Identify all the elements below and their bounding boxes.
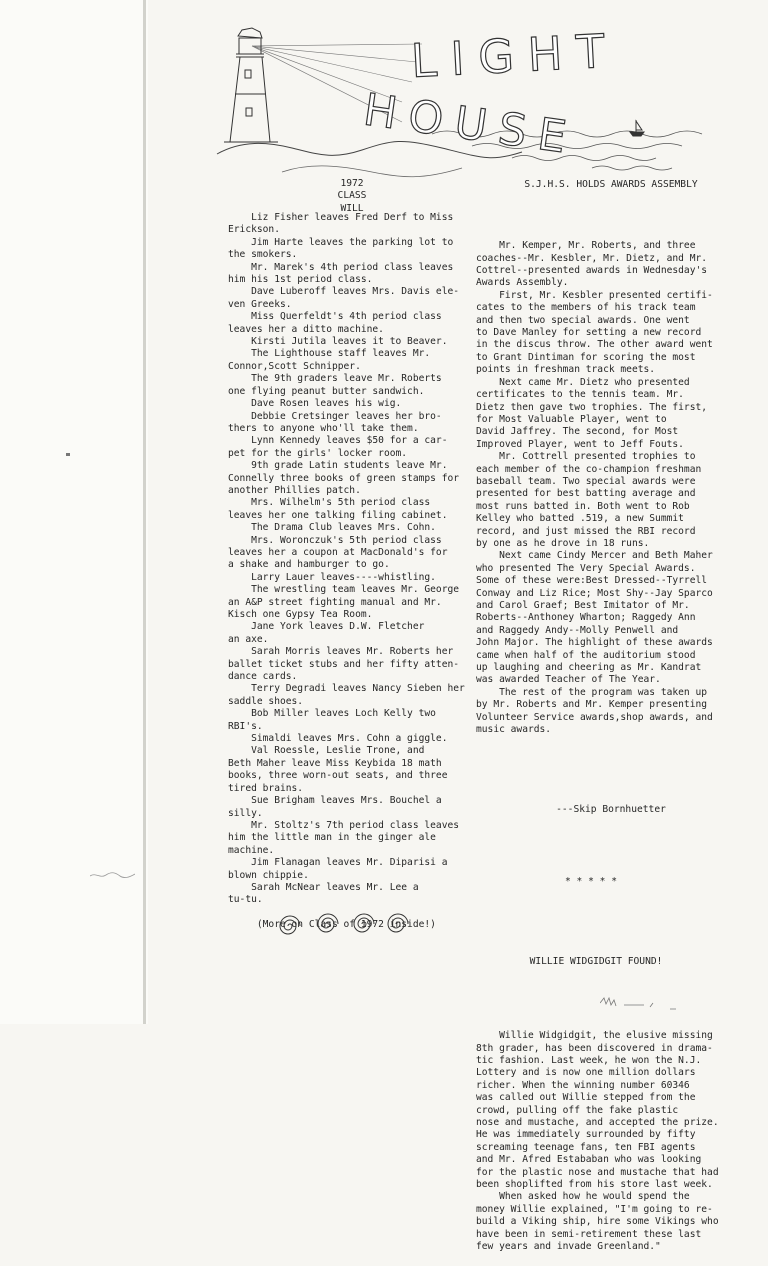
class-will-line: Debbie Cretsinger leaves her bro- [228,410,442,422]
awards-line: David Jaffrey. The second, for Most [476,426,679,438]
awards-headline: S.J.H.S. HOLDS AWARDS ASSEMBLY [524,179,698,190]
awards-line: certificates to the tennis team. Mr. [476,389,684,401]
awards-line: Dietz then gave two trophies. The first, [476,401,708,413]
awards-line: and Carol Graef; Best Imitator of Mr. [476,600,690,611]
class-will-line: Mrs. Wilhelm's 5th period class [228,497,431,509]
awards-line: Awards Assembly. [476,277,569,289]
awards-line: coaches--Mr. Kesbler, Mr. Dietz, and Mr. [476,252,708,264]
awards-line: and then two special awards. One went [476,314,690,326]
awards-line: music awards. [476,724,552,736]
willie-line: screaming teenage fans, ten FBI agents [476,1141,696,1153]
class-will-line: another Phillies patch. [228,484,361,496]
willie-headline: WILLIE WIDGIDGIT FOUND! [529,956,663,968]
class-will-line: Mr. Stoltz's 7th period class leaves [228,819,460,831]
awards-line: each member of the co-champion freshman [476,463,702,475]
awards-article-body [476,240,766,736]
class-will-column [228,212,483,932]
class-will-line: dance cards. [228,671,298,683]
class-will-line: Jim Flanagan leaves Mr. Diparisi a [228,857,448,869]
class-will-line: an A&P street fighting manual and Mr. [228,596,442,608]
awards-line: Volunteer Service awards,shop awards, and [476,711,713,723]
class-will-line: saddle shoes. [228,695,304,707]
class-will-line: The Lighthouse staff leaves Mr. [228,348,431,360]
willie-line: been shoplifted from his store last week. [476,1179,713,1191]
margin-speck [66,453,70,456]
class-will-line: the smokers. [228,249,298,261]
awards-line: points in freshman track meets. [476,364,656,376]
willie-line: tic fashion. Last week, he won the N.J. [476,1055,702,1066]
class-will-line: (More on Class of 1972 inside!) [228,919,436,931]
awards-line: Improved Player, went to Jeff Fouts. [476,438,684,450]
class-will-line: Val Roessle, Leslie Trone, and [228,745,425,757]
class-will-word-class: CLASS [337,190,367,202]
awards-byline: ---Skip Bornhuetter [556,804,666,816]
awards-line: Cottrel--presented awards in Wednesday's [476,265,708,277]
willie-line: was called out Willie stepped from the [476,1092,696,1104]
awards-line: Mr. Cottrell presented trophies to [476,451,696,463]
boat-icon [630,120,644,136]
class-will-line: tired brains. [228,782,304,794]
class-will-line: Terry Degradi leaves Nancy Sieben her [228,683,465,695]
willie-line: build a Viking ship, hire some Vikings who [476,1216,719,1228]
class-will-line: Sarah Morris leaves Mr. Roberts her [228,646,454,658]
spiral-icon [388,914,408,932]
willie-line: When asked how he would spend the [476,1191,690,1203]
awards-line: by Mr. Roberts and Mr. Kemper presenting [476,699,708,711]
willie-line: few years and invade Greenland." [476,1241,661,1253]
awards-line: record, and just missed the RBI record [476,525,696,537]
willie-article-body [476,1030,766,1253]
class-will-line: leaves her one talking filing cabinet. [228,509,448,521]
class-will-line: Lynn Kennedy leaves $50 for a car- [228,435,448,447]
class-will-heading [322,178,382,215]
class-will-line: Sue Brigham leaves Mrs. Bouchel a [228,795,442,807]
spiral-icon [318,914,338,932]
willie-line: Lottery and is now one million dollars [476,1067,696,1079]
spiral-icon [280,916,300,934]
willie-line: crowd, pulling off the fake plastic [476,1104,679,1116]
awards-line: for Most Valuable Player, went to [476,413,667,425]
margin-scribble [90,870,135,880]
willie-line: 8th grader, has been discovered in drama- [476,1042,713,1054]
class-will-line: Sarah McNear leaves Mr. Lee a [228,881,419,893]
awards-line: John Major. The highlight of these awards [476,637,713,649]
class-will-line: Jim Harte leaves the parking lot to [228,236,454,248]
masthead-illustration [212,22,712,187]
class-will-line: blown chippie. [228,869,309,881]
willie-line: Willie Widgidgit, the elusive missing [476,1030,713,1042]
awards-line: Conway and Liz Rice; Most Shy--Jay Sparco [476,587,713,599]
class-will-line: Kisch one Gypsy Tea Room. [228,609,373,620]
awards-line: and Raggedy Andy--Molly Penwell and [476,624,679,636]
awards-line: baseball team. Two special awards were [476,475,696,487]
awards-line: was awarded Teacher of The Year. [476,674,661,686]
section-separator: * * * * * [565,876,617,888]
awards-line: Mr. Kemper, Mr. Roberts, and three [476,240,696,252]
awards-line: in the discus throw. The other award went [476,339,713,351]
class-will-word-will: WILL [340,202,364,214]
awards-line: came when half of the auditorium stood [476,649,696,661]
class-will-line: Dave Luberoff leaves Mrs. Davis ele- [228,286,460,298]
awards-line: Some of these were:Best Dressed--Tyrrell [476,575,708,587]
awards-line: to Dave Manley for setting a new record [476,327,702,339]
class-will-line: Bob Miller leaves Loch Kelly two [228,708,436,720]
class-will-line: Connelly three books of green stamps for [228,472,460,484]
awards-line: by one as he drove in 18 runs. [476,537,650,549]
spiral-doodles [270,904,420,948]
class-will-line: The 9th graders leave Mr. Roberts [228,373,442,385]
masthead-title-house: HOUSE [360,84,582,165]
class-will-line: Larry Lauer leaves----whistling. [228,571,436,583]
margin-rule [143,0,146,1024]
class-will-line: Liz Fisher leaves Fred Derf to Miss [228,212,454,223]
awards-line: who presented The Very Special Awards. [476,562,696,574]
awards-line: most runs batted in. Both went to Rob [476,500,690,512]
willie-line: money Willie explained, "I'm going to re- [476,1203,713,1215]
class-will-line: Mrs. Woronczuk's 5th period class [228,534,442,546]
class-will-line: him the little man in the ginger ale [228,832,436,844]
spiral-icon [354,914,374,932]
awards-line: Next came Cindy Mercer and Beth Maher [476,550,713,562]
class-will-line: Mr. Marek's 4th period class leaves [228,261,454,273]
willie-line: for the plastic nose and mustache that had [476,1166,719,1178]
class-will-line: leaves her a ditto machine. [228,323,384,335]
willie-line: richer. When the winning number 60346 [476,1079,690,1091]
class-will-line: books, three worn-out seats, and three [228,770,448,782]
awards-line: up laughing and cheering as Mr. Kandrat [476,662,702,674]
articles-column [476,179,766,1266]
class-will-line: tu-tu. [228,894,263,906]
bottom-scribble [600,995,710,1015]
class-will-line: leaves her a coupon at MacDonald's for [228,546,448,558]
class-will-line: thers to anyone who'll take them. [228,422,419,434]
willie-line: and Mr. Afred Estababan who was looking [476,1154,702,1166]
awards-line: The rest of the program was taken up [476,686,708,698]
awards-line: to Grant Dintiman for scoring the most [476,351,696,363]
class-will-line: Kirsti Jutila leaves it to Beaver. [228,336,448,348]
class-will-line: ballet ticket stubs and her fifty atten- [228,658,460,670]
class-will-line: Simaldi leaves Mrs. Cohn a giggle. [228,733,448,745]
awards-line: Roberts--Anthoney Wharton; Raggedy Ann [476,612,696,624]
awards-line: cates to the members of his track team [476,302,696,314]
awards-line: Kelley who batted .519, a new Summit [476,513,684,525]
awards-line: presented for best batting average and [476,488,696,500]
class-will-line: Connor,Scott Schnipper. [228,360,361,372]
class-will-line: one flying peanut butter sandwich. [228,385,425,397]
masthead-title-light: LIGHT [409,23,620,88]
class-will-line: The Drama Club leaves Mrs. Cohn. [228,522,436,534]
class-will-line: RBI's. [228,720,263,732]
class-will-line: 9th grade Latin students leave Mr. [228,460,448,472]
willie-line: nose and mustache, and accepted the prize. [476,1117,719,1129]
awards-line: Next came Mr. Dietz who presented [476,376,690,388]
class-will-line: Dave Rosen leaves his wig. [228,398,402,410]
class-will-line: silly. [228,807,263,819]
class-will-line: Jane York leaves D.W. Fletcher [228,621,425,633]
class-will-line: ven Greeks. [228,298,292,310]
class-will-line: pet for the girls' locker room. [228,447,408,459]
willie-line: have been in semi-retirement these last [476,1228,702,1240]
class-will-line: Beth Maher leave Miss Keybida 18 math [228,757,442,769]
class-will-line: a shake and hamburger to go. [228,559,390,571]
class-will-line: an axe. [228,633,269,645]
class-will-line: Erickson. [228,224,280,236]
class-will-line: him his 1st period class. [228,274,373,286]
class-will-line: Miss Querfeldt's 4th period class [228,311,442,323]
class-will-line: The wrestling team leaves Mr. George [228,584,460,596]
class-will-line: machine. [228,844,275,856]
willie-line: He was immediately surrounded by fifty [476,1129,696,1141]
lighthouse-icon [224,28,278,142]
class-will-year: 1972 [340,178,364,189]
awards-line: First, Mr. Kesbler presented certifi- [476,289,713,301]
